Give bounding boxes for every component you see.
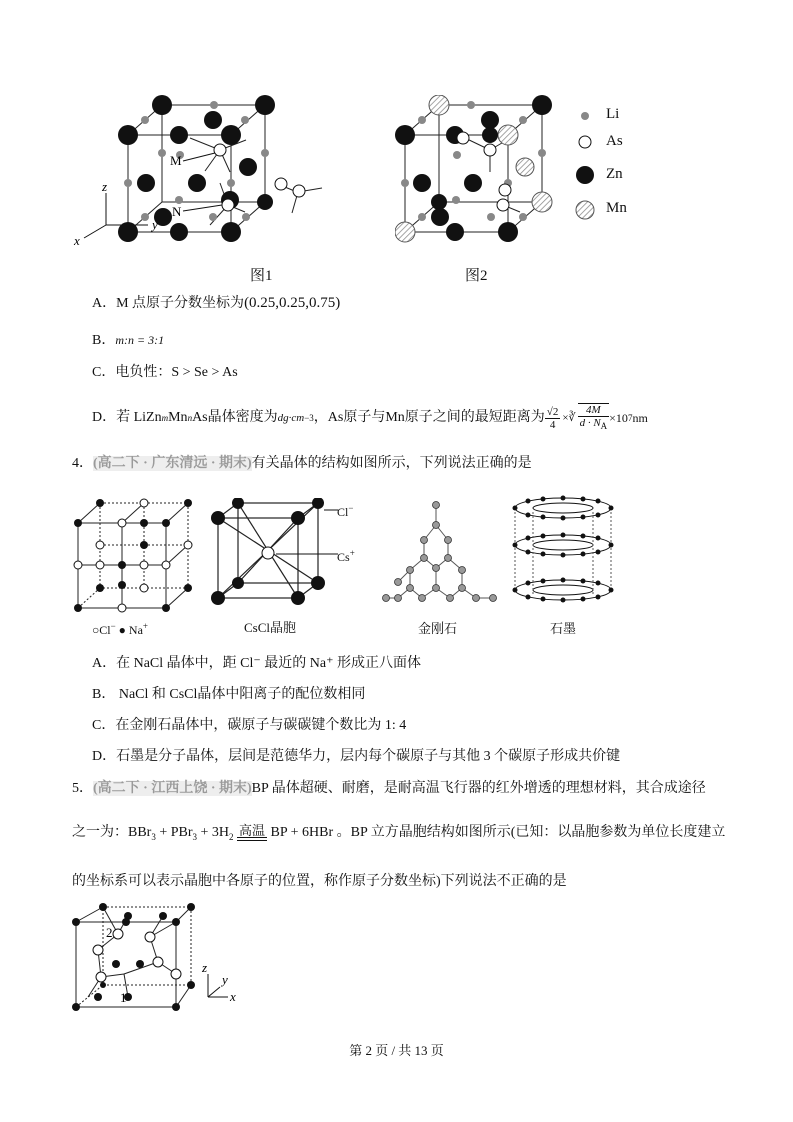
nacl-legend: ○Cl− ● Na+ [92,621,148,637]
figure-2-caption: 图2 [465,268,488,284]
mn-legend-icon [576,201,594,219]
diamond-caption: 金刚石 [418,621,458,636]
bp-axis-x: x [230,989,236,1004]
legend-mn-label: Mn [606,200,627,216]
fig1-label-m: M [170,153,182,168]
fig1-axis-y: y [152,217,158,232]
diamond-structure-figure [378,500,503,610]
li-legend-icon [581,112,589,120]
legend-li-label: Li [606,106,620,122]
bp-axis-z: z [202,960,208,975]
nacl-structure-figure [70,495,200,615]
q4-option-a: A．在 NaCl 晶体中，距 Cl⁻ 最近的 Na⁺ 形成正八面体 [92,656,421,671]
question-4-stem: 4．(高二下 · 广东清远 · 期末)有关晶体的结构如图所示，下列说法正确的是 [72,456,532,471]
fig1-axis-z: z [102,179,108,194]
page-footer: 第 2 页 / 共 13 页 [349,1043,444,1058]
figure-2-limn-cell [395,95,565,255]
q4-option-c: C．在金刚石晶体中，碳原子与碳碳键个数比为 1: 4 [92,718,407,733]
figure-1-caption: 图1 [250,268,273,284]
figure-1-lizn-cell [70,95,370,255]
q3-option-b: B．m:n = 3:1 [92,333,165,348]
graphite-caption: 石墨 [550,621,577,636]
graphite-structure-figure [508,490,623,610]
cs-ion-label: Cs+ [337,548,355,564]
zn-legend-icon [576,166,594,184]
question-5-stem-line2: 之一为：$BBr_3 + PBr_3 + 3H_2$ 高温 BP + 6HBr 。BP 立方晶胞结构如图所示(已知：以晶胞参数为单位长度建立 [72,822,726,842]
q3-option-c: C．电负性：S > Se > As [92,365,238,380]
legend-as-label: As [606,133,623,149]
cscl-caption: CsCl晶胞 [244,620,297,635]
fig1-axis-x: x [74,233,80,248]
bp-label-two: 2 [106,925,113,940]
q3-option-d: D．若 LiZn m Mn n As晶体密度为 dg·cm −3 ，As原子与Mn原子之间的最短距离为 $\frac{√2}{4}$ ×∛ $\frac{4M}{d \cdot N_A}$ ×10 7 nm [92,404,648,432]
as-legend-icon [579,136,591,148]
q4-option-b: B． NaCl 和 CsCl晶体中阳离子的配位数相同 [92,687,366,702]
legend-zn-label: Zn [606,166,623,182]
bp-label-one: 1 [120,990,127,1005]
bp-cell-figure [68,902,248,1017]
fig1-label-n: N [172,204,182,219]
question-5-stem-line3: 的坐标系可以表示晶胞中各原子的位置，称作原子分数坐标)下列说法不正确的是 [72,874,567,889]
question-5-stem-line1: 5．(高二下 · 江西上饶 · 期末)BP 晶体超硬、耐磨，是耐高温飞行器的红外增透的理想材料，其合成途径 [72,781,706,796]
cl-ion-label: Cl− [337,503,354,519]
cscl-structure-figure [210,498,340,613]
bp-axis-y: y [222,972,228,987]
q4-option-d: D．石墨是分子晶体，层间是范德华力，层内每个碳原子与其他 3 个碳原子形成共价键 [92,749,621,764]
q3-option-a: A．M 点原子分数坐标为(0.25,0.25,0.75) [92,295,341,311]
